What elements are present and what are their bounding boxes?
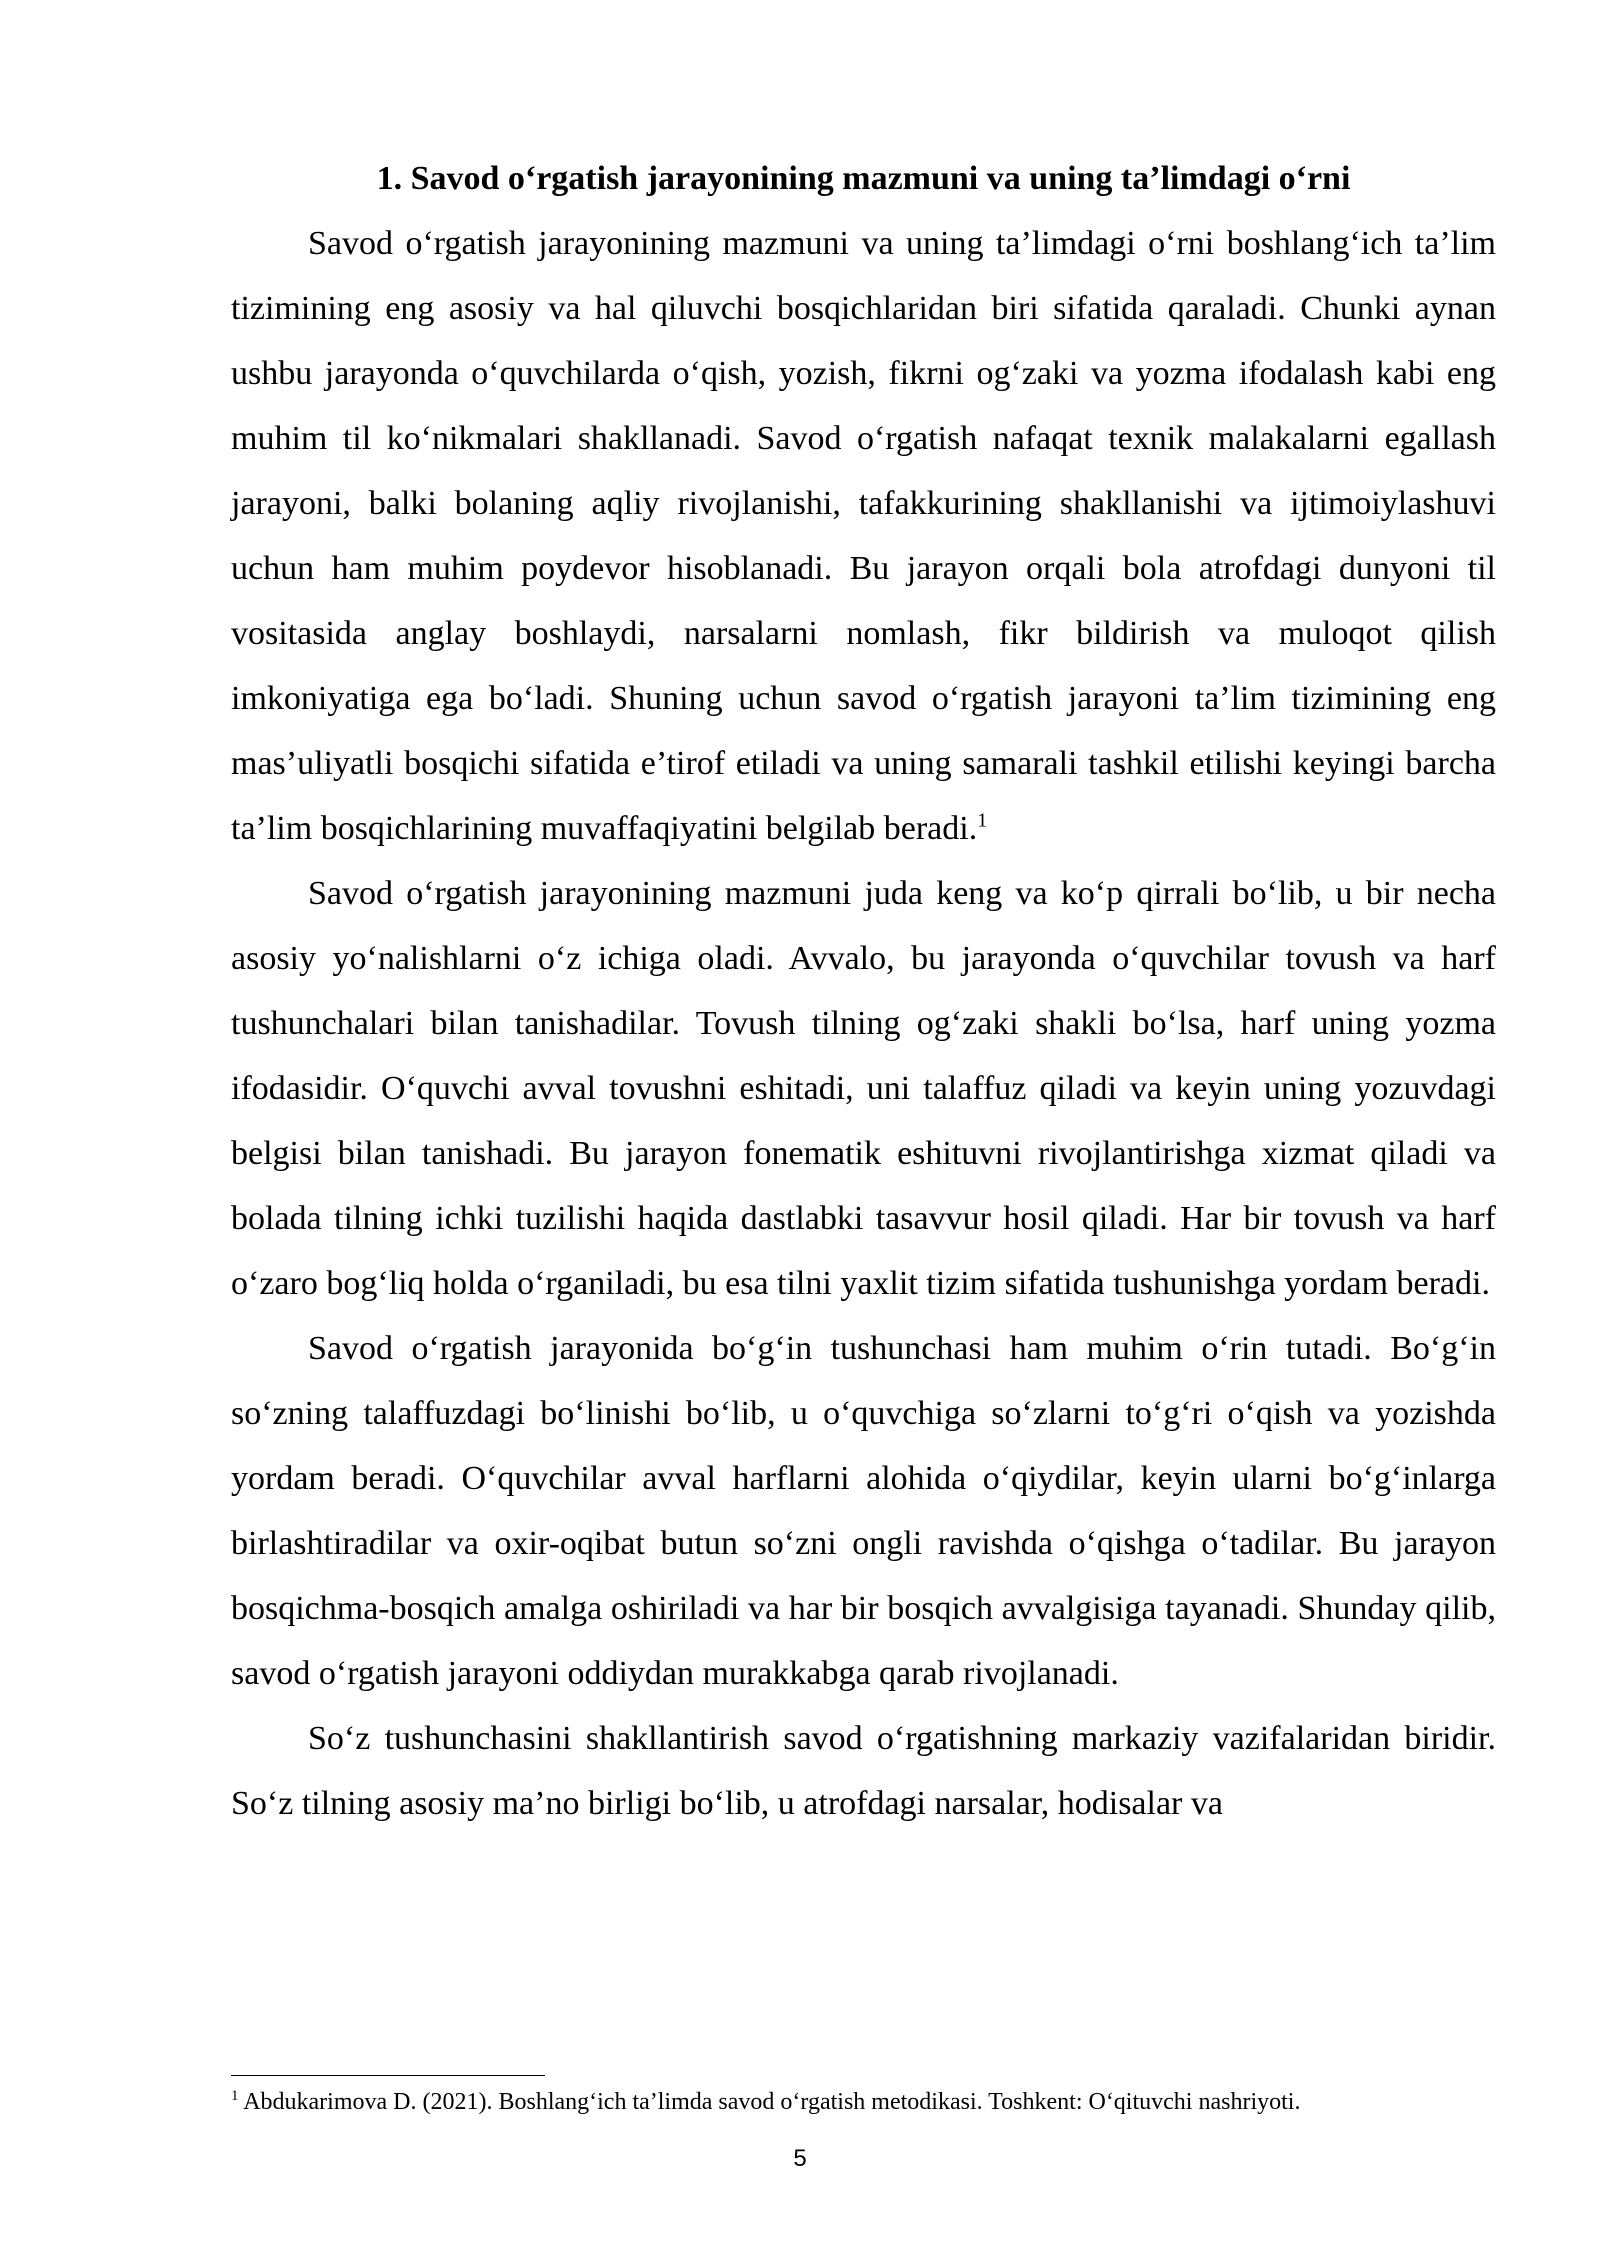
footnote-marker: 1 <box>231 2088 239 2104</box>
paragraph-4: So‘z tushunchasini shakllantirish savod o‘rgatishning markaziy vazifalaridan biridir. So‘z tilning asosiy ma’no birligi bo‘lib, u atrofdagi narsalar, hodisalar va <box>231 1720 1496 1822</box>
page-number: 5 <box>793 2145 807 2172</box>
paragraph-1-text: Savod o‘rgatish jarayonining mazmuni va uning ta’limdagi o‘rni boshlang‘ich ta’lim tizimining eng asosiy va hal qiluvchi bosqichlaridan biri sifatida qaraladi. Chunki aynan ushbu jarayonda o‘quvchilarda o‘qish, yozish, fikrni og‘zaki va yozma ifodalash kabi eng muhim til ko‘nikmalari shakllanadi. Savod o‘rgatish nafaqat texnik malakalarni egallash jarayoni, balki bolaning aqliy rivojlanishi, tafakkurining shakllanishi va ijtimoiylashuvi uchun ham muhim poydevor hisoblanadi. Bu jarayon orqali bola atrofdagi dunyoni til vositasida anglay boshlaydi, narsalarni nomlash, fikr bildirish va muloqot qilish imkoniyatiga ega bo‘ladi. Shuning uchun savod o‘rgatish jarayoni ta’lim tizimining eng mas’uliyatli bosqichi sifatida e’tirof etiladi va uning samarali tashkil etilishi keyingi barcha ta’lim bosqichlarining muvaffaqiyatini belgilab beradi. <box>231 225 1496 847</box>
footnote-reference[interactable]: 1 <box>977 809 988 832</box>
body-text <box>231 146 1496 1836</box>
paragraph-3: Savod o‘rgatish jarayonida bo‘g‘in tushunchasi ham muhim o‘rin tutadi. Bo‘g‘in so‘zning talaffuzdagi bo‘linishi bo‘lib, u o‘quvchiga so‘zlarni to‘g‘ri o‘qish va yozishda yordam beradi. O‘quvchilar avval harflarni alohida o‘qiydilar, keyin ularni bo‘g‘inlarga birlashtiradilar va oxir-oqibat butun so‘zni ongli ravishda o‘qishga o‘tadilar. Bu jarayon bosqichma-bosqich amalga oshiriladi va har bir bosqich avvalgisiga tayanadi. Shunday qilib, savod o‘rgatish jarayoni oddiydan murakkabga qarab rivojlanadi. <box>231 1330 1496 1692</box>
footnote <box>231 2085 1496 2119</box>
paragraph-2: Savod o‘rgatish jarayonining mazmuni juda keng va ko‘p qirrali bo‘lib, u bir necha asosiy yo‘nalishlarni o‘z ichiga oladi. Avvalo, bu jarayonda o‘quvchilar tovush va harf tushunchalari bilan tanishadilar. Tovush tilning og‘zaki shakli bo‘lsa, harf uning yozma ifodasidir. O‘quvchi avval tovushni eshitadi, uni talaffuz qiladi va keyin uning yozuvdagi belgisi bilan tanishadi. Bu jarayon fonematik eshituvni rivojlantirishga xizmat qiladi va bolada tilning ichki tuzilishi haqida dastlabki tasavvur hosil qiladi. Har bir tovush va harf o‘zaro bog‘liq holda o‘rganiladi, bu esa tilni yaxlit tizim sifatida tushunishga yordam beradi. <box>231 875 1496 1302</box>
section-heading: 1. Savod o‘rgatish jarayonining mazmuni va uning ta’limdagi o‘rni <box>376 160 1351 197</box>
footnote-separator <box>231 2075 545 2076</box>
footnote-text: Abdukarimova D. (2021). Boshlang‘ich ta’limda savod o‘rgatish metodikasi. Toshkent: O‘qituvchi nashriyoti. <box>243 2089 1301 2115</box>
paragraph-1 <box>231 211 1496 861</box>
